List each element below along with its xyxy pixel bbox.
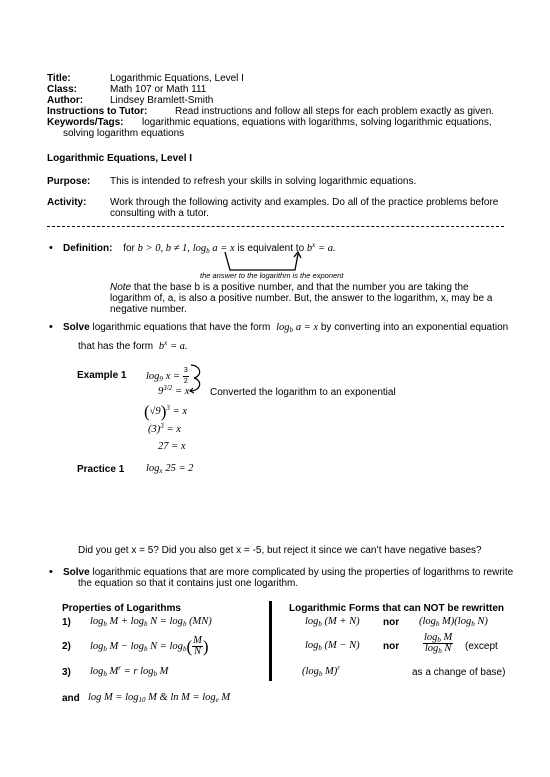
definition-note [110, 282, 469, 293]
arrow-caption: the answer to the logarithm is the exponent [200, 271, 344, 280]
final-mid: M & ln M = log [148, 692, 216, 703]
definition-lead: for [123, 243, 135, 254]
definition-log: log [192, 243, 207, 254]
ex3-exp: 3 [166, 404, 170, 412]
did-you-get-text: Did you get x = 5? Did you also get x = -5, but reject it since we can’t have negative bases? [78, 545, 482, 556]
example-1-step-3: $(√9)^3 = x$ [144, 402, 188, 421]
final-e: e [215, 696, 219, 704]
activity-text-2: consulting with a tutor. [110, 208, 209, 219]
definition-middle: is equivalent to [237, 243, 305, 254]
example-1-step-2 [158, 386, 189, 397]
instructions-label: Instructions to Tutor: [47, 106, 148, 117]
change-of-base-text: as a change of base) [412, 667, 506, 678]
ex4-rest: = x [166, 424, 181, 435]
nonrule-3: (logb M)$^r$ [302, 664, 341, 678]
arrow-icon [210, 250, 310, 272]
keywords-value-cont: solving logarithm equations [63, 128, 185, 139]
author-label: Author: [47, 95, 84, 106]
p3-log: log [90, 666, 104, 677]
nonrule-2b: $\frac{\text{logb M}}{\text{logb N}}$ [424, 632, 453, 655]
final-end: M [221, 692, 231, 703]
bullet-icon: • [49, 321, 53, 333]
title-label: Title: [47, 73, 71, 84]
keywords-value: logarithmic equations, equations with logarithms, solving logarithmic equations, [142, 117, 492, 128]
definition-condition: b > 0, b ≠ 1, [137, 243, 190, 254]
final-ten: 10 [138, 696, 146, 704]
cannot-rewrite-heading: Logarithmic Forms that can NOT be rewritten [289, 603, 505, 614]
except-text: (except [465, 641, 498, 652]
property-3: logb $M^r = r$ logb M [90, 664, 169, 678]
note-line-2: logarithm of, a, is also a positive number. But, the answer to the logarithm, x, may be a [110, 293, 493, 304]
solve-2-line-2: the equation so that it contains just one logarithm. [78, 578, 299, 589]
properties-heading: Properties of Logarithms [62, 603, 181, 614]
solve-1-line-2 [78, 341, 188, 352]
ex-base: 9 [159, 375, 163, 384]
dashed-divider [47, 226, 504, 227]
nor-1: nor [383, 617, 400, 628]
nonrule-2: logb (M − N) [305, 640, 360, 652]
and-word: and [62, 693, 80, 704]
ex-rest: x = [165, 371, 181, 383]
ex2-base: 9 [158, 386, 164, 397]
definition-rhs-tail: = a. [318, 243, 336, 254]
instructions-value: Read instructions and follow all steps for each problem exactly as given. [175, 106, 495, 117]
ex-den: 2 [183, 378, 188, 385]
nor-2: nor [383, 641, 400, 652]
class-label: Class: [47, 84, 78, 95]
example-1-step-4 [148, 424, 181, 435]
solve-1-line [63, 322, 508, 333]
purpose-text: This is intended to refresh your skills in solving logarithmic equations. [110, 176, 417, 187]
definition-eq: a = x [212, 243, 235, 254]
definition-label: Definition: [63, 243, 113, 254]
p2-log: log [90, 640, 104, 652]
solve-text: logarithmic equations that have the form [89, 322, 271, 333]
definition-rhs-b: b [306, 243, 313, 254]
ex2-exp: 3/2 [163, 384, 173, 392]
solve-text-2: by converting into an exponential equation [320, 322, 509, 333]
form2-b: b [158, 341, 165, 352]
note-word: Note [110, 282, 132, 293]
property-number-2: 2) [62, 641, 71, 652]
ex2-rest: = x [174, 386, 190, 397]
solve-2-line-1 [63, 567, 513, 578]
solve-word: Solve [63, 322, 90, 333]
bullet-icon: • [49, 242, 53, 254]
title-value: Logarithmic Equations, Level I [110, 73, 244, 84]
note-line-1: that the base b is a positive number, and that the number you are taking the [131, 282, 469, 293]
form-base: b [289, 326, 294, 334]
example-1-step-5: 27 = x [158, 441, 186, 452]
class-value: Math 107 or Math 111 [110, 84, 207, 95]
author-value: Lindsey Bramlett-Smith [110, 95, 214, 106]
property-number-3: 3) [62, 667, 71, 678]
practice-1-equation [146, 463, 193, 474]
curved-arrow-icon [188, 362, 206, 394]
ex3-root: √9 [149, 406, 161, 417]
final-1: log M = log [88, 692, 139, 703]
form-intro: that has the form [78, 341, 154, 352]
solve2-text: logarithmic equations that are more complicated by using the properties of logarithms to rewrite [89, 567, 514, 578]
pr-log: log [146, 463, 160, 474]
form2-x: x [164, 339, 168, 347]
solve2-word: Solve [63, 567, 90, 578]
nonrule-1: logb (M + N) [305, 616, 360, 628]
property-1: logb M + logb N = logb (MN) [90, 616, 212, 628]
pr-base: x [159, 467, 163, 475]
p1-log: log [90, 616, 104, 627]
note-line-3: negative number. [110, 304, 187, 315]
ex4-exp: 3 [160, 422, 164, 430]
example-1-note: Converted the logarithm to an exponential [210, 387, 396, 398]
activity-text-1: Work through the following activity and examples. Do all of the practice problems before [110, 197, 499, 208]
ex-num: 3 [183, 366, 189, 377]
final-identities [88, 692, 230, 703]
example-1-label: Example 1 [77, 370, 127, 381]
ex3-rest: = x [172, 406, 188, 417]
property-number-1: 1) [62, 617, 71, 628]
practice-1-label: Practice 1 [77, 464, 125, 475]
nonrule-1b: (logb M)(logb N) [419, 616, 488, 628]
ex-log: log [146, 371, 160, 383]
keywords-label: Keywords/Tags: [47, 117, 124, 128]
ex4-base: (3) [148, 424, 161, 435]
form-rest: a = x [295, 322, 319, 333]
form2-rest: = a. [169, 341, 188, 352]
form-log: log [276, 322, 290, 333]
definition-rhs-x: x [312, 241, 316, 249]
definition-base: b [206, 247, 210, 255]
activity-label: Activity: [47, 197, 87, 208]
column-divider [269, 601, 272, 681]
bullet-icon: • [49, 566, 53, 578]
purpose-label: Purpose: [47, 176, 91, 187]
section-title: Logarithmic Equations, Level I [47, 153, 193, 164]
property-2: logb M − logb N = logb( $\frac{M}{N}$ ) [90, 635, 209, 657]
pr-rest: 25 = 2 [165, 463, 194, 474]
